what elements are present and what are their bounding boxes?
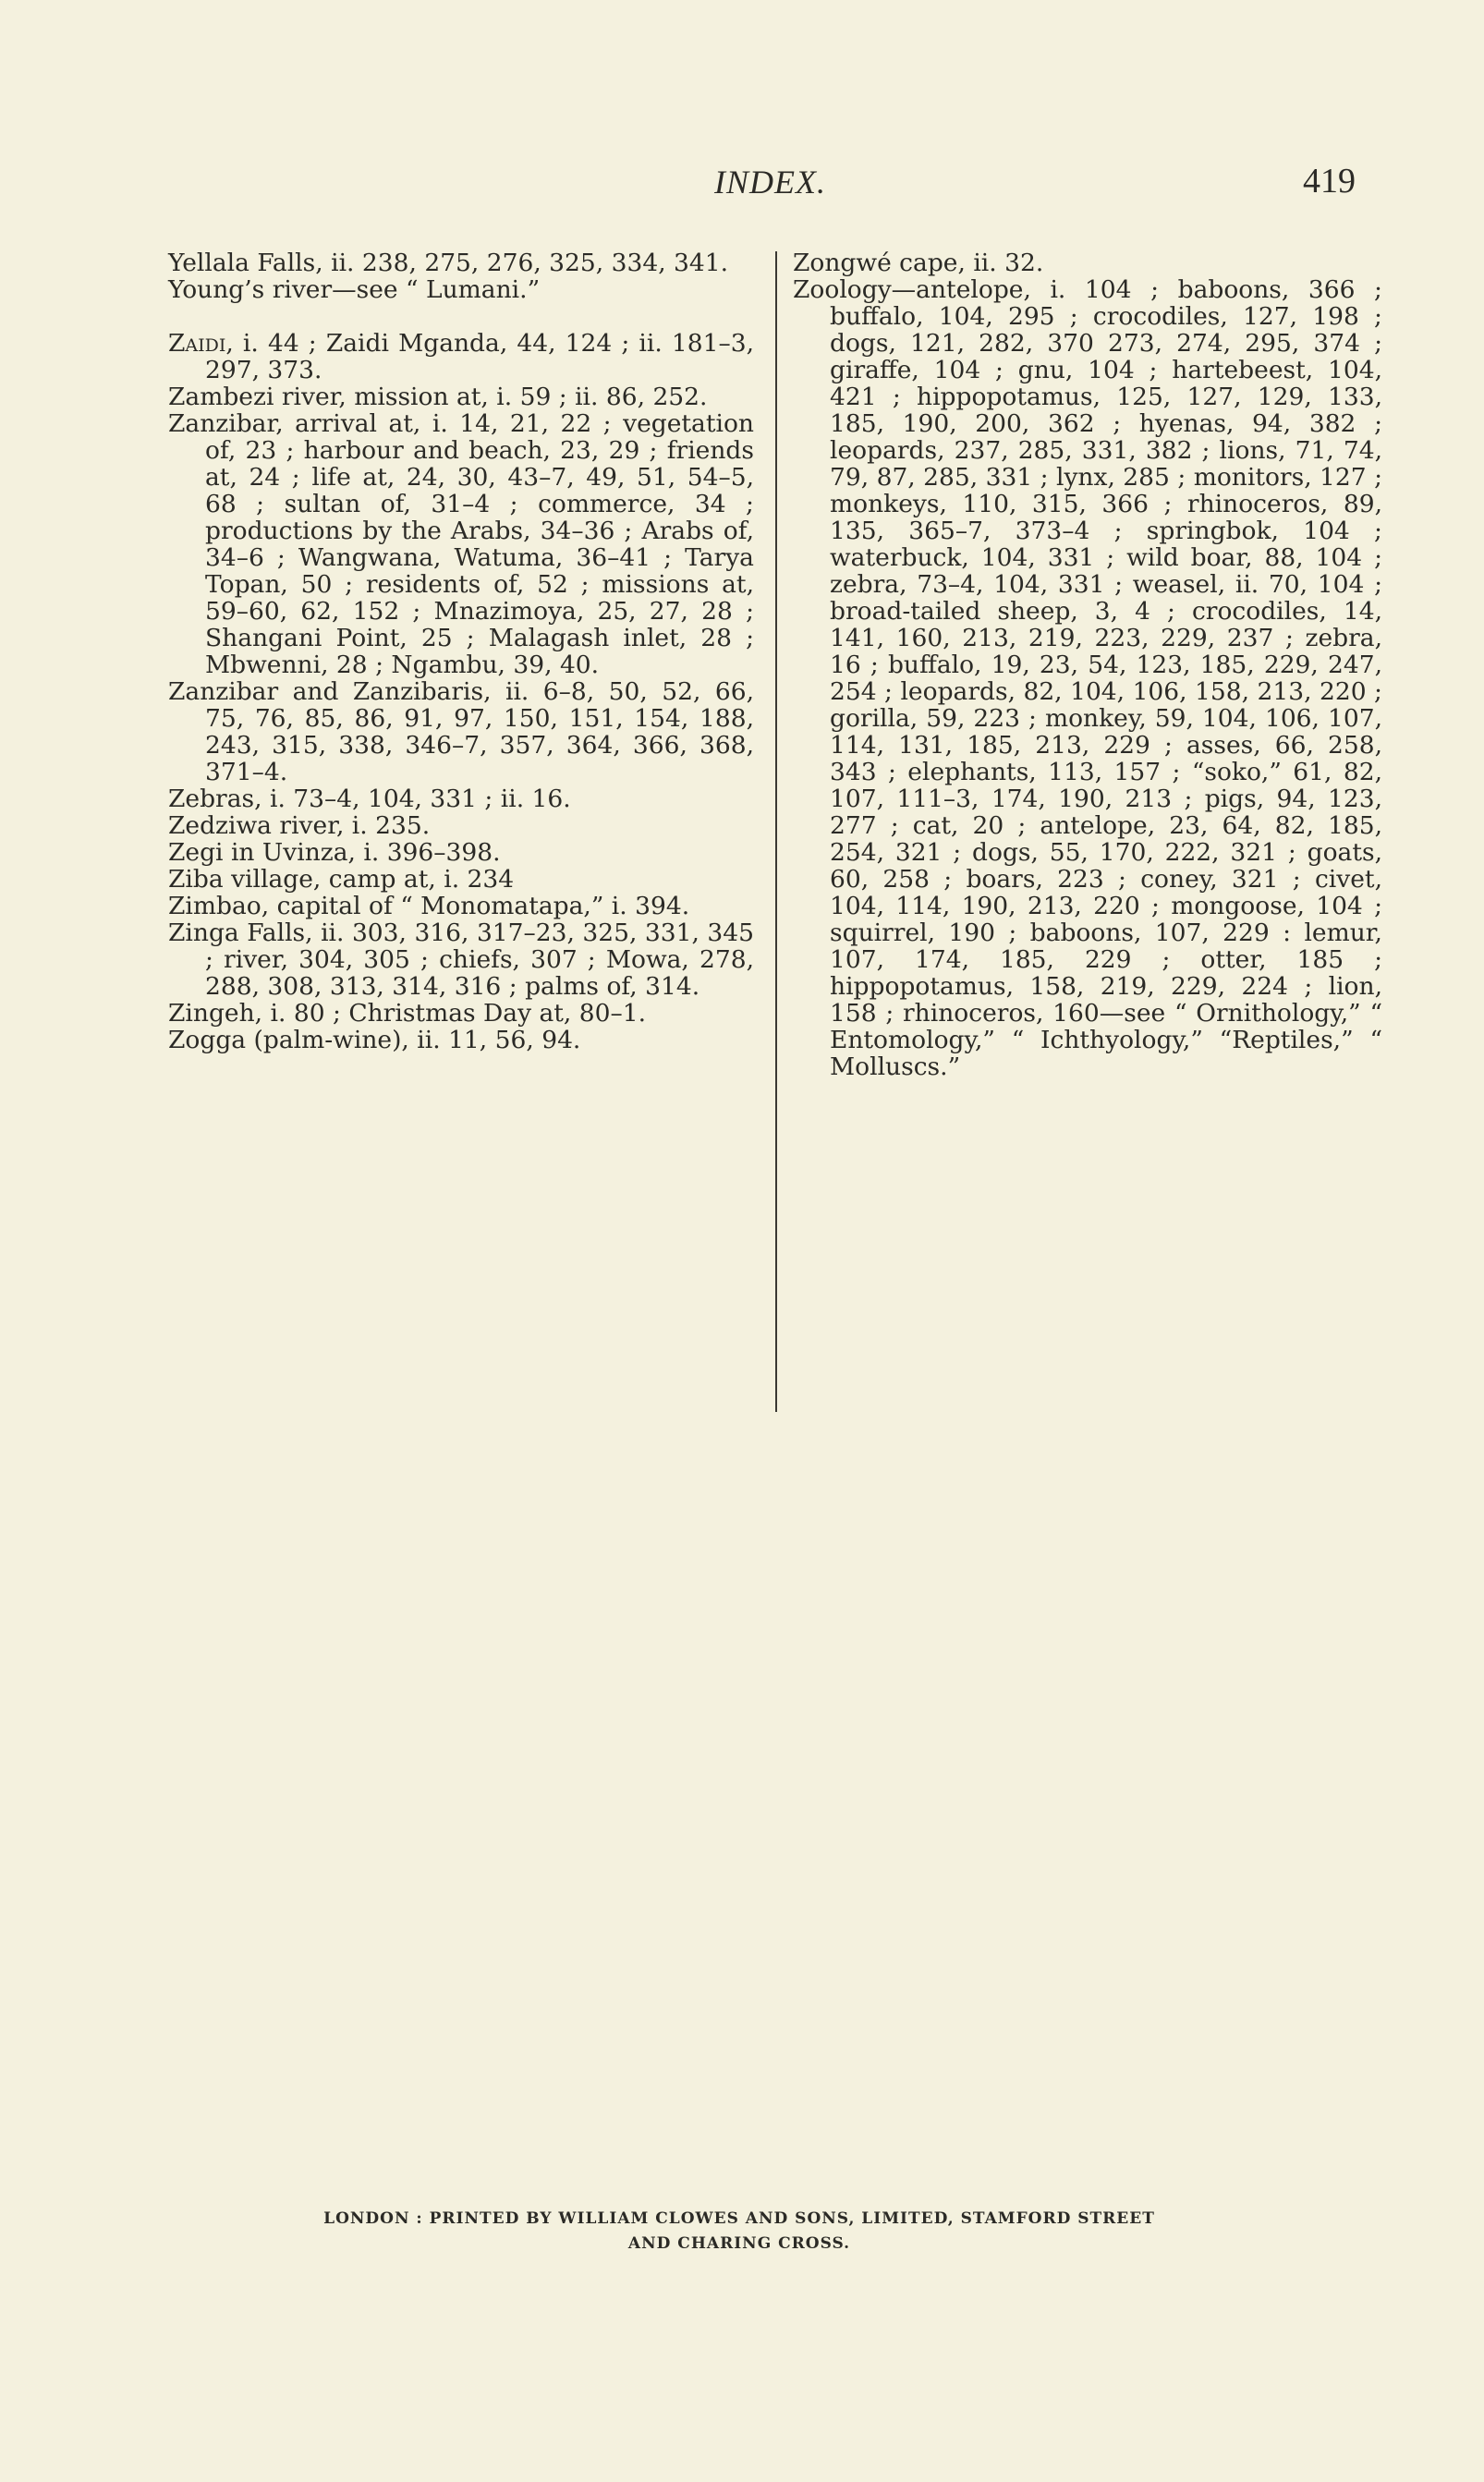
index-entry-zaidi	[168, 330, 754, 383]
index-entry-youngs-river: Young’s river—see “ Lumani.”	[168, 275, 541, 304]
index-entry-zegi: Zegi in Uvinza, i. 396–398.	[168, 838, 501, 867]
running-head-title: INDEX.	[714, 164, 826, 201]
index-column-right	[793, 249, 1382, 1080]
printer-imprint	[277, 2207, 1201, 2257]
index-entry-zanzibar-and-zanzibaris: Zanzibar and Zanzibaris, ii. 6–8, 50, 52, 66, 75, 76, 85, 86, 91, 97, 150, 151, 154, 188, 243, 315, 338, 346–7, 357, 364, 366, 368, 371–4.	[168, 677, 754, 786]
index-column-left	[168, 249, 754, 1053]
index-entry-zongwe-cape: Zongwé cape, ii. 32.	[793, 249, 1044, 277]
page-number: 419	[1303, 162, 1356, 201]
index-entry-zambezi-river: Zambezi river, mission at, i. 59 ; ii. 86, 252.	[168, 383, 708, 411]
printer-imprint-line-1: LONDON : PRINTED BY WILLIAM CLOWES AND SONS, LIMITED, STAMFORD STREET	[323, 2209, 1155, 2228]
index-entry-ziba-village: Ziba village, camp at, i. 234	[168, 865, 515, 894]
index-entry-zedziwa-river: Zedziwa river, i. 235.	[168, 811, 431, 840]
index-entry-zimbao: Zimbao, capital of “ Monomatapa,” i. 394.	[168, 892, 690, 920]
printer-imprint-line-2: AND CHARING CROSS.	[627, 2234, 851, 2253]
index-entry-zoology: Zoology—antelope, i. 104 ; baboons, 366 ; buffalo, 104, 295 ; crocodiles, 127, 198 ; dogs, 121, 282, 370 273, 274, 295, 374 ; giraffe, 104 ; gnu, 104 ; hartebeest, 104, 421 ; hippopotamus, 125, 127, 129, 133, 185, 190, 200, 362 ; hyenas, 94, 382 ; leopards, 237, 285, 331, 382 ; lions, 71, 74, 79, 87, 285, 331 ; lynx, 285 ; monitors, 127 ; monkeys, 110, 315, 366 ; rhinoceros, 89, 135, 365–7, 373–4 ; springbok, 104 ; waterbuck, 104, 331 ; wild boar, 88, 104 ; zebra, 73–4, 104, 331 ; weasel, ii. 70, 104 ; broad-tailed sheep, 3, 4 ; crocodiles, 14, 141, 160, 213, 219, 223, 229, 237 ; zebra, 16 ; buffalo, 19, 23, 54, 123, 185, 229, 247, 254 ; leopards, 82, 104, 106, 158, 213, 220 ; gorilla, 59, 223 ; monkey, 59, 104, 106, 107, 114, 131, 185, 213, 229 ; asses, 66, 258, 343 ; elephants, 113, 157 ; “soko,” 61, 82, 107, 111–3, 174, 190, 213 ; pigs, 94, 123, 277 ; cat, 20 ; antelope, 23, 64, 82, 185, 254, 321 ; dogs, 55, 170, 222, 321 ; goats, 60, 258 ; boars, 223 ; coney, 321 ; civet, 104, 114, 190, 213, 220 ; mongoose, 104 ; squirrel, 190 ; baboons, 107, 229 : lemur, 107, 174, 185, 229 ; otter, 185 ; hippopotamus, 158, 219, 229, 224 ; lion, 158 ; rhinoceros, 160—see “ Ornithology,” “ Entomology,” “ Ichthyology,” “Reptiles,” “ Molluscs.”	[793, 275, 1382, 1081]
index-entry-zaidi-rest: , i. 44 ; Zaidi Mganda, 44, 124 ; ii. 181–3, 297, 373.	[205, 329, 754, 384]
index-entry-zebras: Zebras, i. 73–4, 104, 331 ; ii. 16.	[168, 785, 571, 813]
index-entry-zogga: Zogga (palm-wine), ii. 11, 56, 94.	[168, 1026, 581, 1054]
column-divider	[775, 251, 777, 1412]
index-entry-yellala-falls: Yellala Falls, ii. 238, 275, 276, 325, 334, 341.	[168, 249, 729, 277]
index-entry-zingeh: Zingeh, i. 80 ; Christmas Day at, 80–1.	[168, 999, 647, 1028]
index-entry-zaidi-head: Zaidi	[168, 329, 226, 358]
index-entry-zanzibar: Zanzibar, arrival at, i. 14, 21, 22 ; vegetation of, 23 ; harbour and beach, 23, 29 ; friends at, 24 ; life at, 24, 30, 43–7, 49, 51, 54–5, 68 ; sultan of, 31–4 ; commerce, 34 ; productions by the Arabs, 34–36 ; Arabs of, 34–6 ; Wangwana, Watuma, 36–41 ; Tarya Topan, 50 ; residents of, 52 ; missions at, 59–60, 62, 152 ; Mnazimoya, 25, 27, 28 ; Shangani Point, 25 ; Malagash inlet, 28 ; Mbwenni, 28 ; Ngambu, 39, 40.	[168, 409, 754, 679]
index-entry-zinga-falls: Zinga Falls, ii. 303, 316, 317–23, 325, 331, 345 ; river, 304, 305 ; chiefs, 307 ; Mowa, 278, 288, 308, 313, 314, 316 ; palms of, 314.	[168, 919, 754, 1001]
